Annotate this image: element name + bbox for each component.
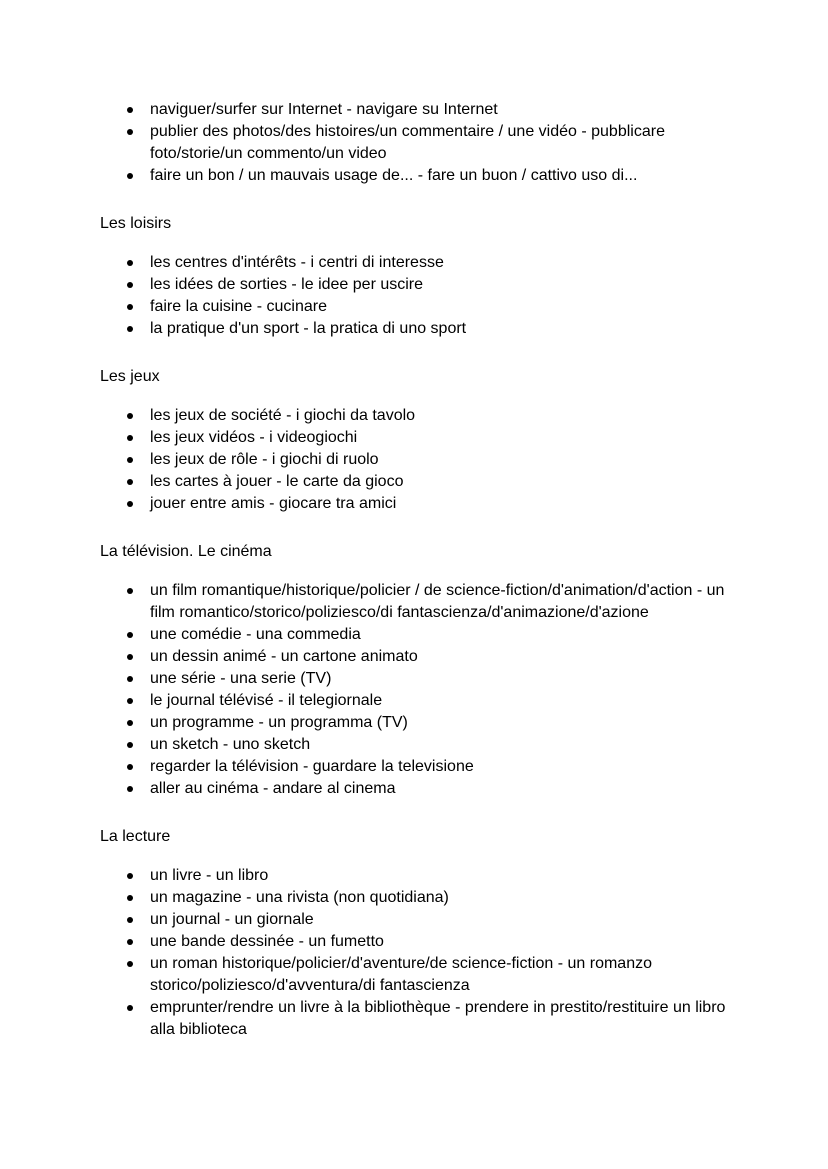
section-title-loisirs: Les loisirs — [100, 215, 172, 232]
list-item: les jeux de société - i giochi da tavolo — [100, 405, 740, 427]
list-item: faire un bon / un mauvais usage de... - fare un buon / cattivo uso di... — [100, 165, 740, 187]
list-item: jouer entre amis - giocare tra amici — [100, 493, 740, 515]
list-item: un journal - un giornale — [100, 909, 740, 931]
jeux-list — [100, 405, 740, 515]
list-item: emprunter/rendre un livre à la bibliothèque - prendere in prestito/restituire un libro alla biblioteca — [100, 997, 740, 1041]
list-item: un programme - un programma (TV) — [100, 712, 740, 734]
list-item: un roman historique/policier/d'aventure/de science-fiction - un romanzo storico/poliziesco/d'avventura/di fantascienza — [100, 953, 740, 997]
list-item: la pratique d'un sport - la pratica di uno sport — [100, 318, 740, 340]
section-title-jeux: Les jeux — [100, 368, 160, 385]
spacer — [100, 848, 740, 865]
list-item: les jeux de rôle - i giochi di ruolo — [100, 449, 740, 471]
list-item: un dessin animé - un cartone animato — [100, 646, 740, 668]
spacer — [100, 388, 740, 405]
spacer — [100, 235, 740, 252]
list-item: les centres d'intérêts - i centri di interesse — [100, 252, 740, 274]
section-title-television-cinema: La télévision. Le cinéma — [100, 543, 272, 560]
list-item: les jeux vidéos - i videogiochi — [100, 427, 740, 449]
list-item: un sketch - uno sketch — [100, 734, 740, 756]
list-item: regarder la télévision - guardare la televisione — [100, 756, 740, 778]
list-item: une bande dessinée - un fumetto — [100, 931, 740, 953]
list-item: naviguer/surfer sur Internet - navigare su Internet — [100, 99, 740, 121]
list-item: faire la cuisine - cucinare — [100, 296, 740, 318]
lecture-list — [100, 865, 740, 1041]
spacer — [100, 187, 740, 213]
list-item: aller au cinéma - andare al cinema — [100, 778, 740, 800]
list-item: une comédie - una commedia — [100, 624, 740, 646]
list-item: un livre - un libro — [100, 865, 740, 887]
list-item: le journal télévisé - il telegiornale — [100, 690, 740, 712]
spacer — [100, 340, 740, 366]
intro-list — [100, 99, 740, 187]
list-item: publier des photos/des histoires/un commentaire / une vidéo - pubblicare foto/storie/un commento/un video — [100, 121, 740, 165]
spacer — [100, 800, 740, 826]
list-item: un film romantique/historique/policier / de science-fiction/d'animation/d'action - un film romantico/storico/poliziesco/di fantascienza/d'animazione/d'azione — [100, 580, 740, 624]
section-title-lecture: La lecture — [100, 828, 171, 845]
loisirs-list — [100, 252, 740, 340]
spacer — [100, 515, 740, 541]
list-item: les cartes à jouer - le carte da gioco — [100, 471, 740, 493]
document-content — [100, 99, 740, 1041]
list-item: une série - una serie (TV) — [100, 668, 740, 690]
list-item: les idées de sorties - le idee per uscire — [100, 274, 740, 296]
spacer — [100, 563, 740, 580]
list-item: un magazine - una rivista (non quotidiana) — [100, 887, 740, 909]
television-cinema-list — [100, 580, 740, 800]
